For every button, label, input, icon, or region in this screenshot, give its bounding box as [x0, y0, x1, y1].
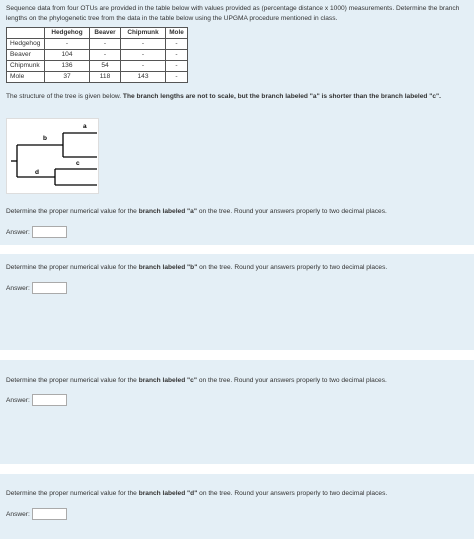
row-header-mole: Mole: [7, 72, 45, 83]
question-panel-a: [0, 0, 474, 245]
table-cell: 104: [45, 50, 90, 61]
answer-label-b: Answer:: [6, 284, 30, 292]
answer-input-a[interactable]: [32, 226, 67, 238]
table-header-row: [7, 28, 188, 39]
table-cell: -: [45, 39, 90, 50]
answer-row-a: [6, 226, 67, 238]
table-cell: -: [166, 39, 188, 50]
answer-label-a: Answer:: [6, 228, 30, 236]
table-row: [7, 39, 188, 50]
question-text-c: [6, 376, 387, 385]
table-cell: 37: [45, 72, 90, 83]
answer-row-c: [6, 394, 67, 406]
answer-input-d[interactable]: [32, 508, 67, 520]
tree-description-text: The structure of the tree is given below.: [6, 93, 123, 100]
col-header-chipmunk: Chipmunk: [121, 28, 166, 39]
table-cell: 136: [45, 61, 90, 72]
question-c-bold: branch labeled "c": [138, 377, 197, 384]
question-a-pre: Determine the proper numerical value for the: [6, 208, 139, 215]
answer-input-b[interactable]: [32, 282, 67, 294]
table-cell: -: [166, 50, 188, 61]
question-b-bold: branch labeled "b": [138, 264, 198, 271]
row-header-chipmunk: Chipmunk: [7, 61, 45, 72]
row-header-hedgehog: Hedgehog: [7, 39, 45, 50]
label-b: b: [43, 135, 47, 142]
intro-text: Sequence data from four OTUs are provided in the table below with values provided as (percentage distance x 1000) measurements. Determine the branch lengths on the phylogenetic tree from the data in the table below using the UPGMA procedure mentioned in class.: [6, 5, 460, 22]
answer-label-c: Answer:: [6, 396, 30, 404]
col-header-beaver: Beaver: [90, 28, 121, 39]
col-header-mole: Mole: [166, 28, 188, 39]
table-corner: [7, 28, 45, 39]
answer-label-d: Answer:: [6, 510, 30, 518]
tree-diagram: [6, 118, 99, 194]
tree-description: [6, 92, 468, 101]
tree-svg: [7, 119, 98, 193]
table-cell: -: [121, 61, 166, 72]
label-c: c: [76, 160, 80, 167]
distance-table: [6, 27, 188, 83]
table-row: [7, 72, 188, 83]
question-d-pre: Determine the proper numerical value for the: [6, 490, 139, 497]
question-d-bold: branch labeled "d": [138, 490, 198, 497]
question-c-pre: Determine the proper numerical value for the: [6, 377, 139, 384]
table-row: [7, 61, 188, 72]
table-cell: 54: [90, 61, 121, 72]
question-text-b: [6, 263, 387, 272]
question-text-d: [6, 489, 387, 498]
answer-row-b: [6, 282, 67, 294]
table-cell: -: [166, 61, 188, 72]
table-cell: -: [166, 72, 188, 83]
question-b-pre: Determine the proper numerical value for the: [6, 264, 139, 271]
table-cell: -: [121, 50, 166, 61]
question-c-post: on the tree. Round your answers properly to two decimal places.: [196, 377, 387, 384]
table-cell: -: [90, 50, 121, 61]
table-cell: 143: [121, 72, 166, 83]
question-a-bold: branch labeled "a": [138, 208, 197, 215]
answer-row-d: [6, 508, 67, 520]
question-b-post: on the tree. Round your answers properly to two decimal places.: [197, 264, 388, 271]
row-header-beaver: Beaver: [7, 50, 45, 61]
tree-description-bold: The branch lengths are not to scale, but the branch labeled "a" is shorter than the branch labeled "c".: [122, 93, 442, 100]
table-cell: 118: [90, 72, 121, 83]
question-d-post: on the tree. Round your answers properly to two decimal places.: [197, 490, 388, 497]
question-panel-d: [0, 474, 474, 539]
question-panel-c: [0, 360, 474, 464]
table-row: [7, 50, 188, 61]
col-header-hedgehog: Hedgehog: [45, 28, 90, 39]
answer-input-c[interactable]: [32, 394, 67, 406]
label-d: d: [35, 169, 39, 176]
question-text-a: [6, 207, 387, 216]
table-cell: -: [90, 39, 121, 50]
label-a: a: [83, 123, 87, 130]
table-cell: -: [121, 39, 166, 50]
question-a-post: on the tree. Round your answers properly to two decimal places.: [196, 208, 387, 215]
question-panel-b: [0, 254, 474, 350]
